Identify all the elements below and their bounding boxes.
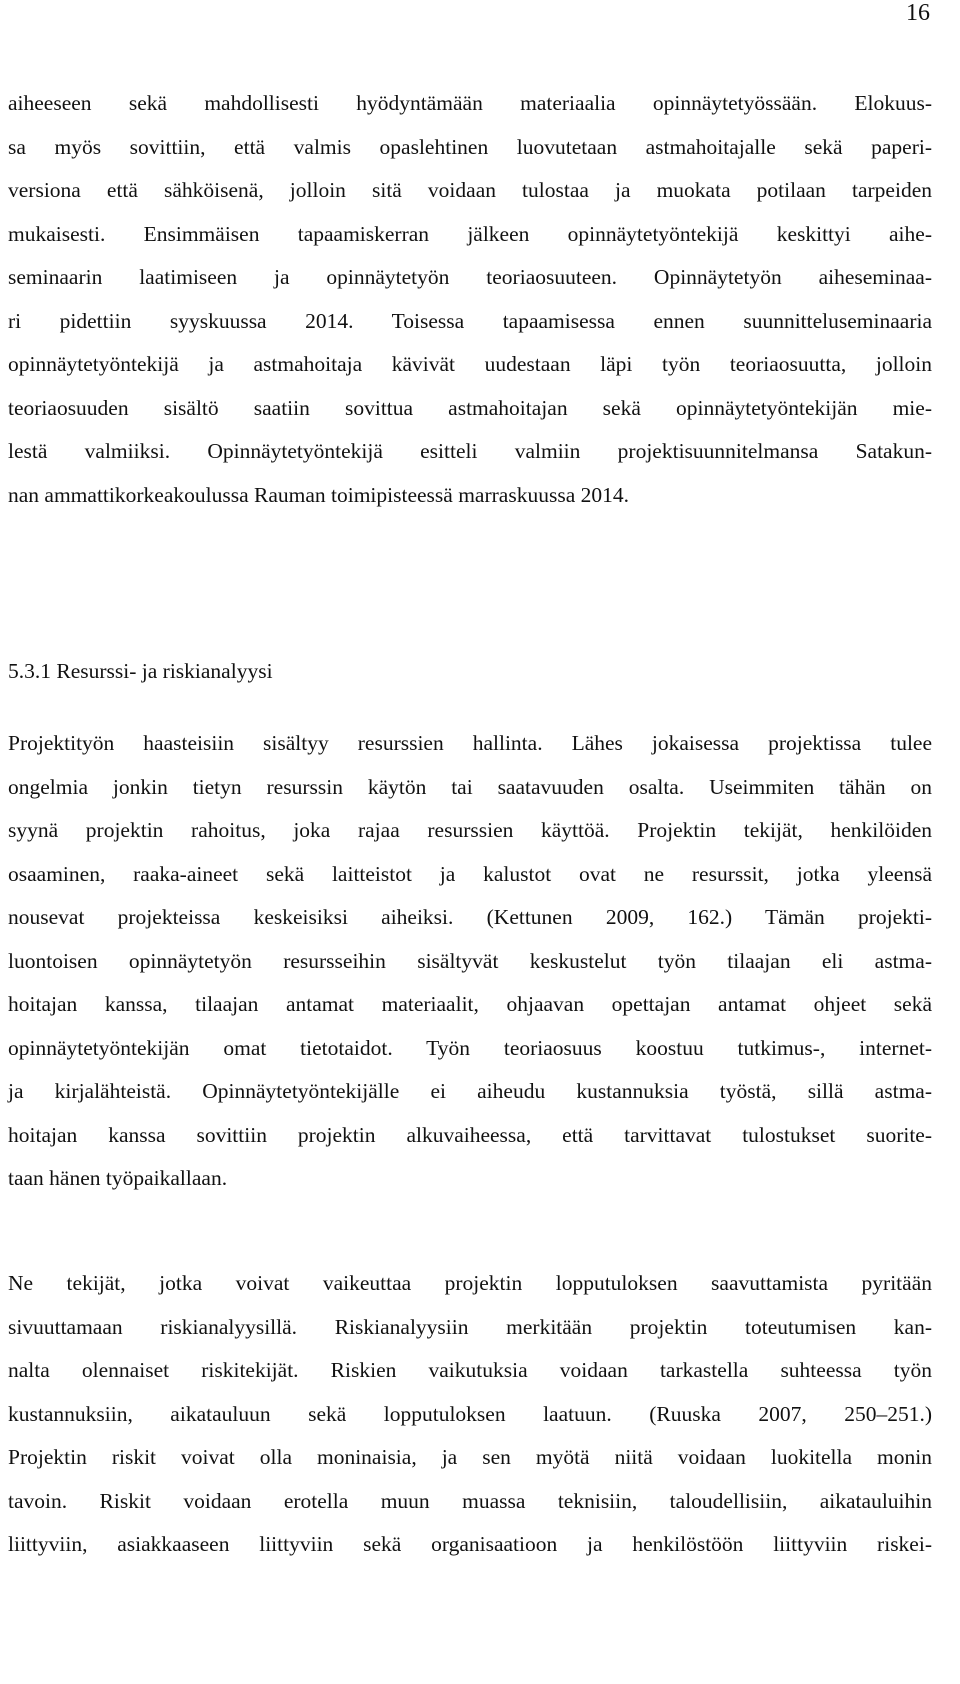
text-line: opinnäytetyöntekijä ja astmahoitaja kävivät uudestaan läpi työn teoriaosuutta, jolloin bbox=[8, 352, 932, 376]
section-heading-text: 5.3.1 Resurssi- ja riskianalyysi bbox=[8, 659, 273, 683]
text-line: lestä valmiiksi. Opinnäytetyöntekijä esitteli valmiin projektisuunnitelmansa Satakun- bbox=[8, 439, 932, 463]
text-line: nan ammattikorkeakoulussa Rauman toimipisteessä marraskuussa 2014. bbox=[8, 482, 629, 507]
text-line: Projektityön haasteisiin sisältyy resurssien hallinta. Lähes jokaisessa projektissa tulee bbox=[8, 731, 932, 755]
text-line: teoriaosuuden sisältö saatiin sovittua astmahoitajan sekä opinnäytetyöntekijän mie- bbox=[8, 395, 932, 420]
text-line: ja kirjalähteistä. Opinnäytetyöntekijälle ei aiheudu kustannuksia työstä, sillä astma- bbox=[8, 1079, 932, 1103]
text-line: ongelmia jonkin tietyn resurssin käytön tai saatavuuden osalta. Useimmiten tähän on bbox=[8, 774, 932, 799]
text-line: nalta olennaiset riskitekijät. Riskien vaikutuksia voidaan tarkastella suhteessa työn bbox=[8, 1358, 932, 1382]
text-line: aiheeseen sekä mahdollisesti hyödyntämään materiaalia opinnäytetyössään. Elokuus- bbox=[8, 91, 932, 115]
text-line: Projektin riskit voivat olla moninaisia, ja sen myötä niitä voidaan luokitella monin bbox=[8, 1445, 932, 1469]
page-number: 16 bbox=[906, 0, 930, 26]
paragraph-1 bbox=[8, 82, 932, 517]
paragraph-2 bbox=[8, 722, 932, 1201]
text-line: luontoisen opinnäytetyön resursseihin sisältyvät keskustelut työn tilaajan eli astma- bbox=[8, 948, 932, 973]
text-line: seminaarin laatimiseen ja opinnäytetyön teoriaosuuteen. Opinnäytetyön aiheseminaa- bbox=[8, 265, 932, 289]
text-line: sa myös sovittiin, että valmis opaslehtinen luovutetaan astmahoitajalle sekä paperi- bbox=[8, 134, 932, 159]
text-line: sivuuttamaan riskianalyysillä. Riskianalyysiin merkitään projektin toteutumisen kan- bbox=[8, 1314, 932, 1339]
text-line: Ne tekijät, jotka voivat vaikeuttaa projektin lopputuloksen saavuttamista pyritään bbox=[8, 1271, 932, 1295]
text-line: nousevat projekteissa keskeisiksi aiheiksi. (Kettunen 2009, 162.) Tämän projekti- bbox=[8, 905, 932, 929]
text-line: versiona että sähköisenä, jolloin sitä voidaan tulostaa ja muokata potilaan tarpeiden bbox=[8, 178, 932, 202]
text-line: liittyviin, asiakkaaseen liittyviin sekä organisaatioon ja henkilöstöön liittyviin riskei- bbox=[8, 1532, 932, 1556]
text-line: syynä projektin rahoitus, joka rajaa resurssien käyttöä. Projektin tekijät, henkilöiden bbox=[8, 818, 932, 842]
text-line: opinnäytetyöntekijän omat tietotaidot. Työn teoriaosuus koostuu tutkimus-, internet- bbox=[8, 1035, 932, 1060]
text-line: kustannuksiin, aikatauluun sekä lopputuloksen laatuun. (Ruuska 2007, 250–251.) bbox=[8, 1401, 932, 1426]
text-line: hoitajan kanssa, tilaajan antamat materiaalit, ohjaavan opettajan antamat ohjeet sekä bbox=[8, 992, 932, 1016]
section-heading bbox=[8, 650, 932, 694]
text-line: osaaminen, raaka-aineet sekä laitteistot ja kalustot ovat ne resurssit, jotka yleensä bbox=[8, 861, 932, 886]
text-line: taan hänen työpaikallaan. bbox=[8, 1166, 228, 1190]
text-line: mukaisesti. Ensimmäisen tapaamiskerran jälkeen opinnäytetyöntekijä keskittyi aihe- bbox=[8, 221, 932, 246]
paragraph-3 bbox=[8, 1262, 932, 1567]
text-line: hoitajan kanssa sovittiin projektin alkuvaiheessa, että tarvittavat tulostukset suorite- bbox=[8, 1122, 932, 1147]
text-line: tavoin. Riskit voidaan erotella muun muassa teknisiin, taloudellisiin, aikatauluihin bbox=[8, 1488, 932, 1513]
text-line: ri pidettiin syyskuussa 2014. Toisessa tapaamisessa ennen suunnitteluseminaaria bbox=[8, 308, 932, 333]
